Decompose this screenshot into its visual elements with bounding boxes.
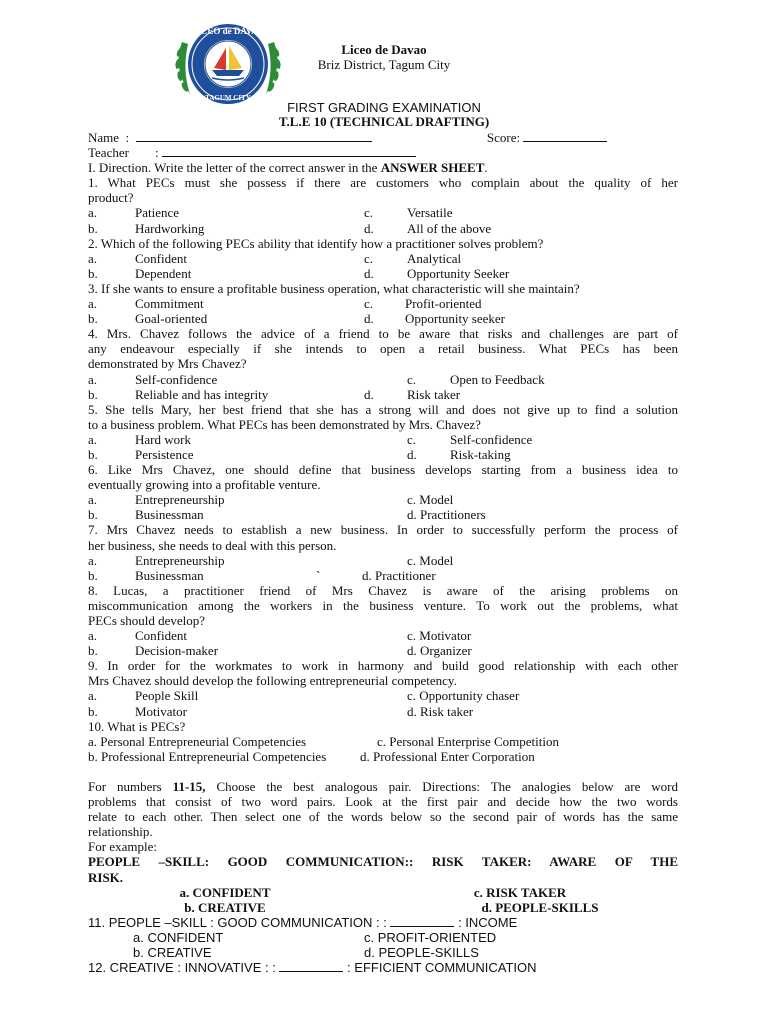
school-name: Liceo de Davao [341,42,427,57]
q10-option-d[interactable]: d. Professional Enter Corporation [360,748,535,764]
example-option-c: c. RISK TAKER [473,884,567,900]
q7-options-ac: a. Entrepreneurship c. Model [88,553,678,568]
q3-option-d[interactable]: Opportunity seeker [405,311,506,327]
q3-option-c[interactable]: Profit-oriented [405,296,482,312]
exam-subject: T.L.E 10 (TECHNICAL DRAFTING) [278,114,490,129]
logo-text-top: LICEO de DAVAO [191,26,265,36]
q11-blank[interactable] [390,915,454,927]
school-address: Briz District, Tagum City [317,57,451,72]
q10-option-b[interactable]: b. Professional Entrepreneurial Competencies [88,748,327,764]
q10-option-c[interactable]: c. Personal Enterprise Competition [377,733,559,749]
q8-option-d[interactable]: d. Organizer [407,643,472,659]
q1-options-bd: b. Hardworking d. All of the above [88,221,678,236]
q5-option-b[interactable]: Persistence [135,446,194,462]
question-7: 7. Mrs Chavez needs to establish a new business. In order to successfully perform the process of [88,522,678,538]
q7-stray-mark: ` [316,567,321,583]
q4-option-a[interactable]: Self-confidence [135,371,218,387]
q11-option-a[interactable]: a. CONFIDENT [133,929,224,945]
q7-option-a[interactable]: Entrepreneurship [135,552,225,568]
q5-option-a[interactable]: Hard work [135,431,191,447]
example-option-b: b. CREATIVE [184,899,266,915]
q5-option-c[interactable]: Self-confidence [450,431,533,447]
analogy-example-label: For example: [88,839,157,855]
analogy-intro-2: problems that consist of two word pairs. Look at the first pair and decide how the two words [88,794,678,810]
question-8-cont2: PECs should develop? [88,613,205,628]
q4-options-bd: b. Reliable and has integrity d. Risk taker [88,387,678,402]
q10-options-bd [88,749,678,764]
q7-option-c[interactable]: c. Model [407,552,454,568]
analogy-example-1: PEOPLE –SKILL: GOOD COMMUNICATION:: RISK TAKER: AWARE OF THE [88,854,678,870]
question-9: 9. In order for the workmates to work in harmony and build good relationship with each other [88,658,678,674]
q12-blank[interactable] [279,960,343,972]
q4-options-ac: a. Self-confidence c. Open to Feedback [88,372,678,387]
q5-option-d[interactable]: Risk-taking [450,446,511,462]
q1-option-a[interactable]: Patience [135,205,180,221]
q11-options-ac [88,930,678,945]
q9-options-bd: b. Motivator d. Risk taker [88,704,678,719]
q3-option-a[interactable]: Commitment [135,296,204,312]
score-field[interactable] [523,130,607,142]
name-separator: : [125,130,130,145]
q1-option-c[interactable]: Versatile [407,205,453,221]
question-7-cont: her business, she needs to deal with this person. [88,537,337,553]
q2-options-ac: a. Confident c. Analytical [88,251,678,266]
analogy-intro: For numbers 11-15, Choose the best analogous pair. Directions: The analogies below are word [88,778,678,794]
q8-option-c[interactable]: c. Motivator [407,628,472,644]
name-row [88,130,678,145]
q4-option-b[interactable]: Reliable and has integrity [135,386,269,402]
q2-options-bd: b. Dependent d. Opportunity Seeker [88,266,678,281]
question-4: 4. Mrs. Chavez follows the advice of a friend to be aware that risks and challenges are part of [88,326,678,342]
q8-option-a[interactable]: Confident [135,628,187,644]
q1-options-ac: a. Patience c. Versatile [88,205,678,220]
direction-text: I. Direction. Write the letter of the correct answer in the ANSWER SHEET. [88,160,488,176]
example-option-a: a. CONFIDENT [179,884,271,900]
question-5-cont: to a business problem. What PECs has been demonstrated by Mrs. Chavez? [88,416,481,432]
q4-option-d[interactable]: Risk taker [407,386,461,402]
q9-option-b[interactable]: Motivator [135,703,187,719]
q5-options-bd: b. Persistence d. Risk-taking [88,447,678,462]
question-8-cont: miscommunication among the workers in the business venture. To work out the problems, what [88,597,678,613]
q11-options-bd [88,945,678,960]
example-options-bd [88,900,678,915]
q6-option-d[interactable]: d. Practitioners [407,507,486,523]
question-12: 12. CREATIVE : INNOVATIVE : : : EFFICIENT COMMUNICATION [88,960,537,976]
q8-option-b[interactable]: Decision-maker [135,643,219,659]
q2-option-c[interactable]: Analytical [407,250,462,266]
question-1: 1. What PECs must she possess if there are customers who complain about the quality of her [88,175,678,191]
analogy-intro-4: relationship. [88,824,153,840]
question-10: 10. What is PECs? [88,718,186,734]
q6-option-a[interactable]: Entrepreneurship [135,492,225,508]
q10-option-a[interactable]: a. Personal Entrepreneurial Competencies [88,733,307,749]
analogy-example-2: RISK. [88,869,124,885]
question-1-cont: product? [88,190,134,206]
q3-option-b[interactable]: Goal-oriented [135,311,208,327]
name-label: Name [88,130,120,145]
q2-option-b[interactable]: Dependent [135,265,192,281]
analogy-intro-3: relate to each other. Then select one of the words below so the second pair of words has the same [88,809,678,825]
exam-title: FIRST GRADING EXAMINATION [287,100,481,115]
q4-option-c[interactable]: Open to Feedback [450,371,545,387]
example-option-d: d. PEOPLE-SKILLS [481,899,599,915]
q7-option-d[interactable]: d. Practitioner [362,567,436,583]
q11-option-b[interactable]: b. CREATIVE [133,944,212,960]
q7-options-bd: b. Businessman ` d. Practitioner [88,568,678,583]
q11-option-d[interactable]: d. PEOPLE-SKILLS [364,944,479,960]
q8-options-ac: a. Confident c. Motivator [88,628,678,643]
q10-options-ac [88,734,678,749]
question-4-cont2: demonstrated by Mrs Chavez? [88,356,247,372]
teacher-row [88,145,678,160]
teacher-label: Teacher [88,145,129,161]
q6-option-b[interactable]: Businessman [135,507,204,523]
q1-option-b[interactable]: Hardworking [135,220,205,236]
q6-options-ac: a. Entrepreneurship c. Model [88,492,678,507]
q9-options-ac: a. People Skill c. Opportunity chaser [88,688,678,703]
q2-option-a[interactable]: Confident [135,250,187,266]
q8-options-bd: b. Decision-maker d. Organizer [88,643,678,658]
q9-option-c[interactable]: c. Opportunity chaser [407,688,520,704]
q1-option-d[interactable]: All of the above [407,220,492,236]
q6-options-bd: b. Businessman d. Practitioners [88,507,678,522]
q3-options-bd: b. Goal-oriented d. Opportunity seeker [88,311,678,326]
q9-option-d[interactable]: d. Risk taker [407,703,474,719]
question-9-cont: Mrs Chavez should develop the following entrepreneurial competency. [88,673,457,689]
question-11: 11. PEOPLE –SKILL : GOOD COMMUNICATION : : : INCOME [88,914,518,930]
question-6: 6. Like Mrs Chavez, one should define that business develops starting from a business idea to [88,462,678,478]
teacher-separator: : [154,145,159,161]
name-field[interactable] [136,130,372,142]
score-label: Score: [486,130,521,145]
q3-options-ac: a. Commitment c. Profit-oriented [88,296,678,311]
question-6-cont: eventually growing into a profitable venture. [88,477,321,493]
exam-content [88,130,678,975]
logo-text-bottom: TAGUM CITY [205,94,251,102]
q7-option-b[interactable]: Businessman [135,567,204,583]
teacher-field[interactable] [162,145,416,157]
question-2: 2. Which of the following PECs ability that identify how a practitioner solves problem? [88,235,544,251]
q11-option-c[interactable]: c. PROFIT-ORIENTED [364,929,497,945]
question-3: 3. If she wants to ensure a profitable business operation, what characteristic will she maintain? [88,280,580,296]
q6-option-c[interactable]: c. Model [407,492,454,508]
q2-option-d[interactable]: Opportunity Seeker [407,265,510,281]
question-5: 5. She tells Mary, her best friend that she has a strong will and does not give up to find a solution [88,401,678,417]
example-options-ac [88,885,678,900]
q9-option-a[interactable]: People Skill [135,688,199,704]
q5-options-ac: a. Hard work c. Self-confidence [88,432,678,447]
question-4-cont: any endeavour especially if she intends to open a retail business. What PECs has been [88,341,678,357]
question-8: 8. Lucas, a practitioner friend of Mrs Chavez is aware of the arising problems on [88,582,678,598]
